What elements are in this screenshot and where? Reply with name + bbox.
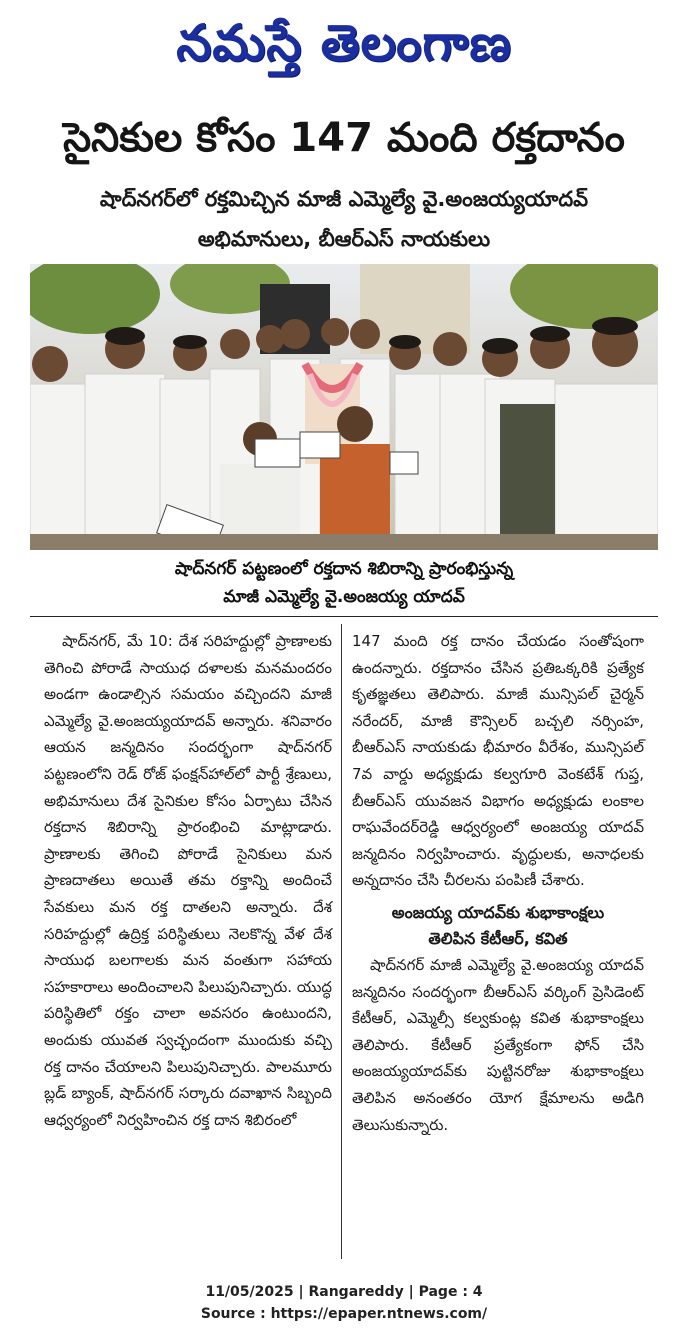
footer-page: Page : 4 <box>418 1284 483 1300</box>
article-paragraph: 147 మంది రక్త దానం చేయడం సంతోషంగా ఉందన్నారు. రక్తదానం చేసిన ప్రతిఒక్కరికి ప్రత్యేక కృతజ్ఞతలు తెలిపారు. మాజీ మున్సిపల్ చైర్మన్ నరేందర్, మాజీ కౌన్సిలర్ బచ్చలి నర్సింహ, బీఆర్‌ఎస్ నాయకుడు భీమారం వీరేశం, మున్సిపల్ 7వ వార్డు అధ్యక్షుడు కల్వగూరి వెంకటేశ్ గుప్త, బీఆర్‌ఎస్ యువజన విభాగం అధ్యక్షుడు లంకాల రాఘవేందర్‌రెడ్డి ఆధ్వర్యంలో అంజయ్య యాదవ్ జన్మదినం నిర్వహించారు. వృద్ధులకు, అనాధలకు అన్నదానం చేసి చీరలను పంపిణీ చేశారు. <box>352 632 644 890</box>
article-subtitle-line-2: తెలిపిన కేటీఆర్, కవిత <box>428 928 568 948</box>
article-subtitle-line-1: అంజయ్య యాదవ్‌కు శుభాకాంక్షలు <box>391 902 605 922</box>
article-subheadline-line-1: షాద్‌నగర్‌లో రక్తమిచ్చిన మాజీ ఎమ్మెల్యే వై.అంజయ్యయాదవ్ <box>99 187 589 211</box>
footer-edition: Rangareddy <box>308 1284 404 1300</box>
article-column-right <box>352 628 644 1138</box>
caption-divider <box>30 616 658 617</box>
article-column-left <box>44 628 332 1133</box>
footer-source-link[interactable]: Source : https://epaper.ntnews.com/ <box>200 1306 488 1322</box>
footer-date: 11/05/2025 <box>205 1284 294 1300</box>
column-divider <box>341 624 342 1259</box>
article-paragraph: షాద్‌నగర్ మాజీ ఎమ్మెల్యే వై.అంజయ్య యాదవ్ జన్మదినం సందర్భంగా బీఆర్‌ఎస్ వర్కింగ్ ప్రెసిడెంట్ కేటీఆర్, ఎమ్మెల్సీ కల్వకుంట్ల కవిత శుభాకాంక్షలు తెలిపారు. కేటీఆర్ ప్రత్యేకంగా ఫోన్ చేసి అంజయ్యయాదవ్‌కు పుట్టినరోజు శుభాకాంక్షలు తెలిపిన అనంతరం యోగ క్షేమాలను అడిగి తెలుసుకున్నారు. <box>352 955 644 1134</box>
article-paragraph: షాద్‌నగర్, మే 10: దేశ సరిహద్దుల్లో ప్రాణాలకు తెగించి పోరాడే సాయుధ దళాలకు మనమందరం అండగా ఉండాల్సిన సమయం వచ్చిందని మాజీ ఎమ్మెల్యే వై.అంజయ్యయాదవ్ అన్నారు. శనివారం ఆయన జన్మదినం సందర్భంగా షాద్‌నగర్ పట్టణంలోని రెడ్ రోజ్ ఫంక్షన్‌హాల్‌లో పార్టీ శ్రేణులు, అభిమానులు దేశ సైనికుల కోసం ఏర్పాటు చేసిన రక్తదాన శిబిరాన్ని ప్రారంభించి మాట్లాడారు. ప్రాణాలకు తెగించి పోరాడే సైనికులు మన ప్రాణదాతలు అయితే తమ రక్తాన్ని అందించే సేవకులు మన రక్త దాతలని అన్నారు. దేశ సరిహద్దుల్లో ఉద్రిక్త పరిస్థితులు నెలకొన్న వేళ దేశ సాయుధ బలగాలకు మన వంతుగా సహాయ సహకారాలు అందించాలని పిలుపునిచ్చారు. యుద్ధ పరిస్థితిలో రక్తం చాలా అవసరం ఉంటుందని, అందుకు యువత స్వచ్ఛందంగా ముందుకు వచ్చి రక్త దానం చేయాలని పిలుపునిచ్చారు. పాలమూరు బ్లడ్ బ్యాంక్, షాద్‌నగర్ సర్కారు దవాఖాన సిబ్బంది ఆధ్వర్యంలో నిర్వహించిన రక్త దాన శిబిరంలో <box>44 632 332 1129</box>
photo-caption-line-1: షాద్‌నగర్ పట్టణంలో రక్తదాన శిబిరాన్ని ప్రారంభిస్తున్న <box>174 559 514 579</box>
article-headline: సైనికుల కోసం 147 మంది రక్తదానం <box>63 115 625 161</box>
blood-donation-group-photo <box>30 264 658 550</box>
page-footer-info: 11/05/2025 | Rangareddy | Page : 4 <box>205 1284 483 1300</box>
newspaper-masthead: నమస్తే తెలంగాణ <box>176 13 512 72</box>
photo-caption-line-2: మాజీ ఎమ్మెల్యే వై.అంజయ్య యాదవ్ <box>223 587 465 607</box>
article-subheadline-line-2: అభిమానులు, బీఆర్‌ఎస్ నాయకులు <box>197 227 491 251</box>
